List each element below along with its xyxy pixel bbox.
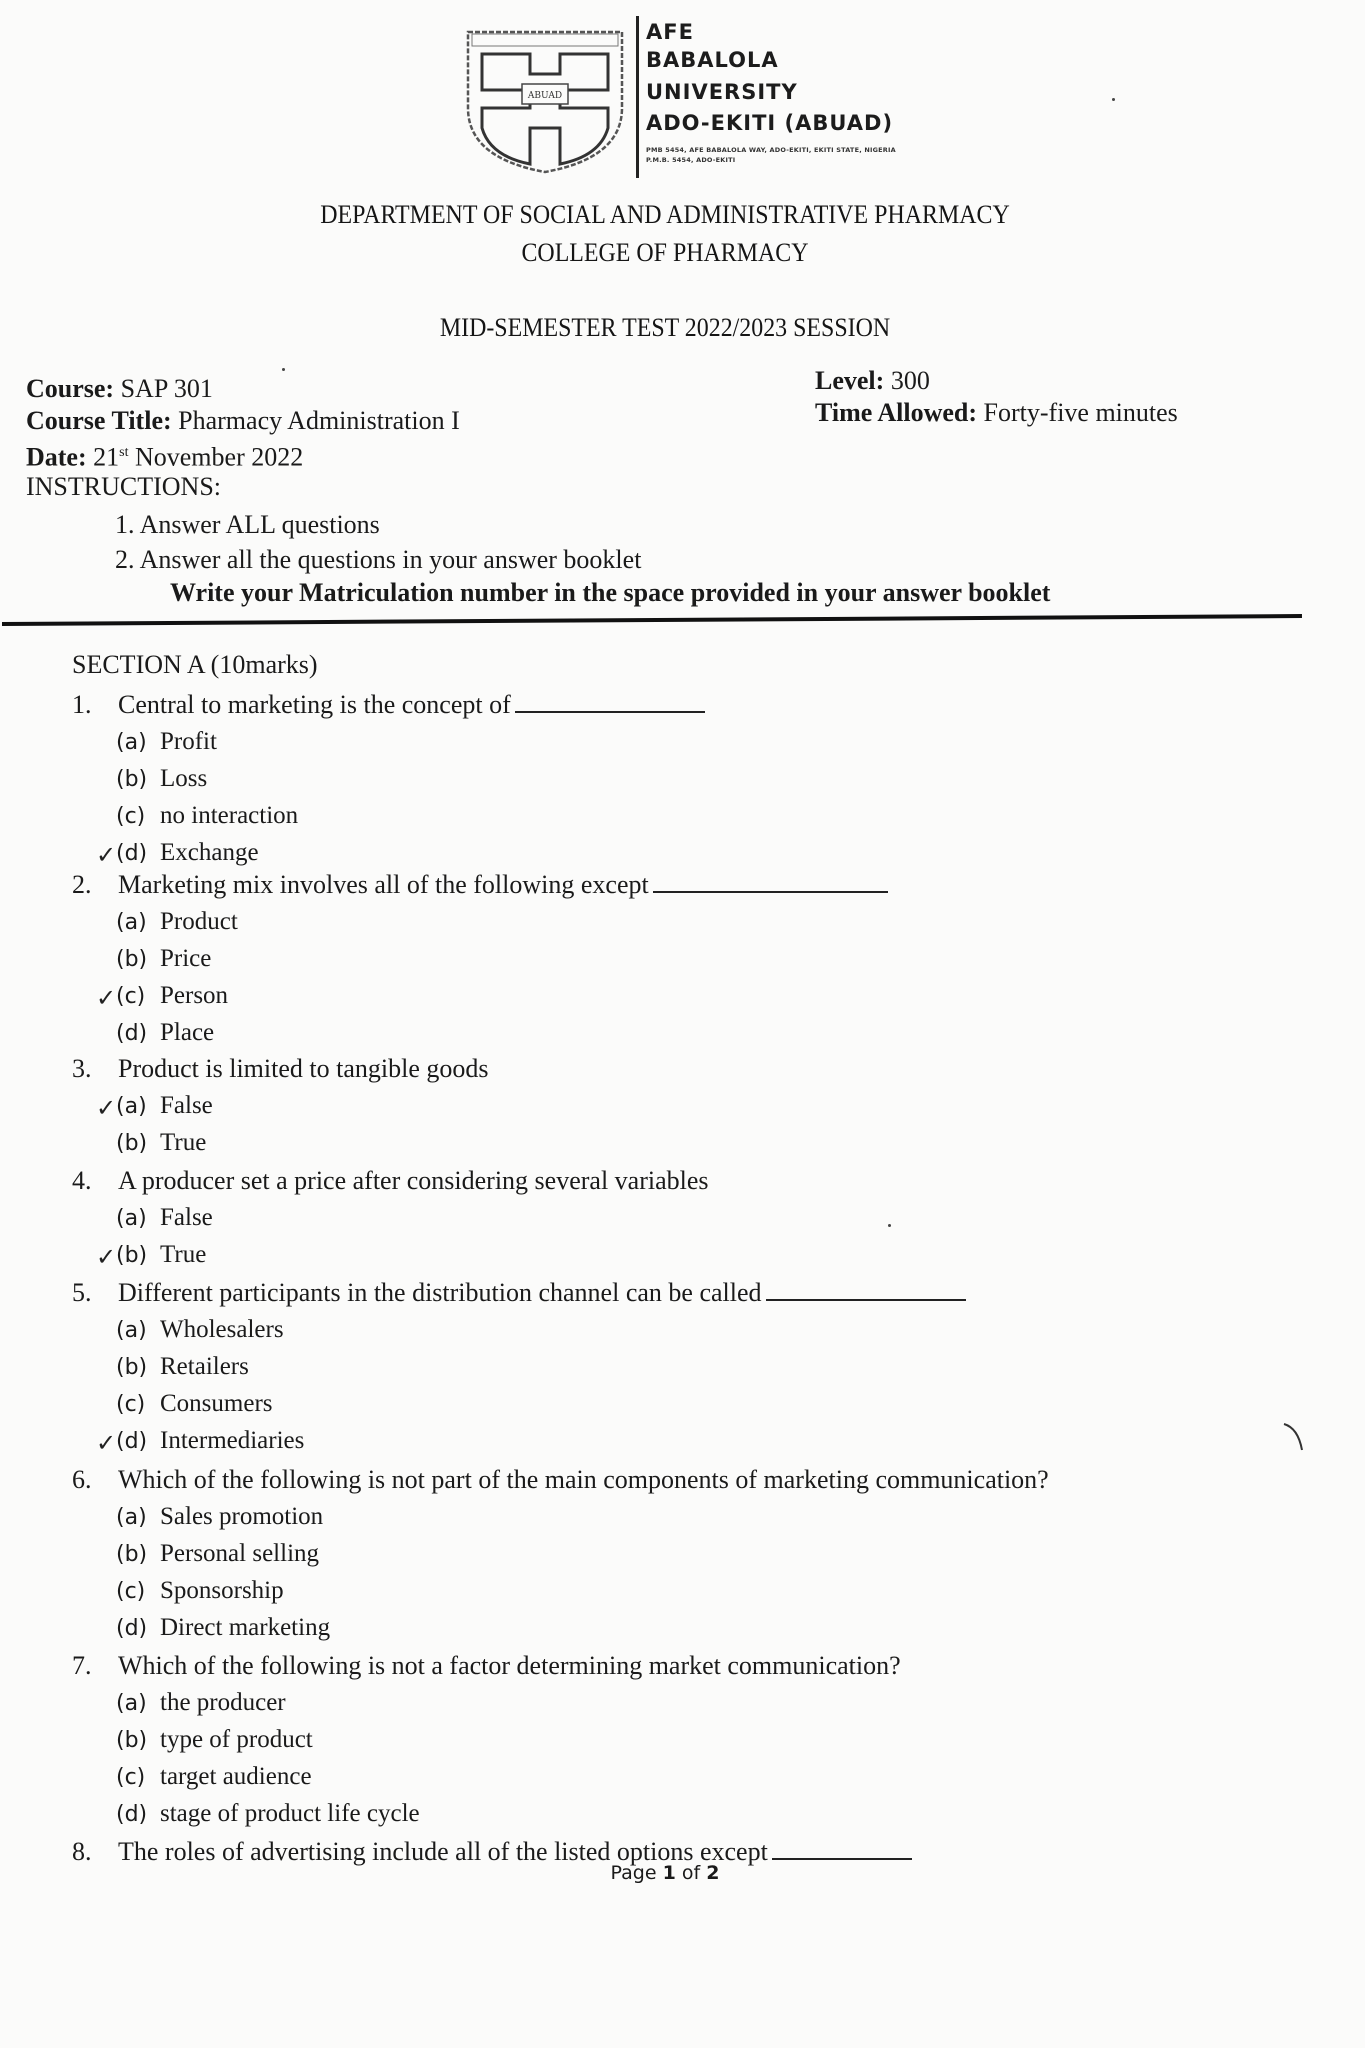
question-text: Which of the following is not part of the main components of marketing communication?: [118, 1465, 1049, 1494]
answer-option: [116, 945, 211, 973]
of-word: of: [681, 1862, 701, 1884]
option-text: False: [160, 1204, 213, 1231]
answer-option: [116, 1503, 323, 1531]
option-label: (b): [116, 1728, 148, 1753]
course-title-value: Pharmacy Administration I: [178, 406, 460, 435]
date-label: Date:: [26, 442, 87, 472]
answer-option: [116, 728, 217, 756]
option-text: Sponsorship: [160, 1577, 284, 1604]
option-label: (b): [116, 767, 148, 792]
answer-blank: [772, 1856, 912, 1860]
question-text: Marketing mix involves all of the following except: [118, 870, 649, 899]
scan-speck: [888, 1224, 891, 1227]
option-label: (a): [116, 1206, 147, 1231]
question: [72, 1465, 1049, 1495]
question: [72, 1054, 488, 1084]
option-label: (d): [116, 841, 148, 866]
option-text: True: [160, 1129, 207, 1156]
university-address: P.M.B. 5454, ADO-EKITI: [646, 156, 736, 164]
answer-option: [116, 1614, 330, 1642]
question: [72, 1166, 709, 1196]
course-code: [26, 373, 460, 405]
scan-speck: [1112, 98, 1115, 101]
option-text: Product: [160, 908, 238, 935]
option-text: Wholesalers: [160, 1316, 284, 1343]
question: [72, 870, 888, 900]
option-label: (a): [116, 1318, 147, 1343]
option-text: True: [160, 1241, 207, 1268]
option-text: Consumers: [160, 1390, 273, 1417]
option-label: (d): [116, 1021, 148, 1046]
option-text: target audience: [160, 1763, 312, 1790]
instruction-note: Write your Matriculation number in the space provided in your answer booklet: [170, 578, 1051, 607]
answer-option: [116, 1577, 284, 1605]
question-number: 4.: [72, 1166, 92, 1195]
option-label: (b): [116, 1355, 148, 1380]
question-number: 5.: [72, 1278, 92, 1307]
option-text: type of product: [160, 1726, 313, 1753]
option-text: Person: [160, 982, 229, 1009]
exam-date: [26, 437, 460, 474]
answer-option: [96, 1427, 305, 1457]
question-text: Central to marketing is the concept of: [118, 690, 511, 719]
answer-blank: [766, 1297, 966, 1301]
university-name-line: BABALOLA: [646, 48, 779, 72]
answer-option: [116, 1540, 319, 1568]
department-title: DEPARTMENT OF SOCIAL AND ADMINISTRATIVE PHARMACY: [320, 200, 1010, 229]
question-number: 2.: [72, 870, 92, 899]
option-label: (d): [116, 1802, 148, 1827]
question-text: Different participants in the distribution channel can be called: [118, 1278, 762, 1307]
question-number: 8.: [72, 1837, 92, 1866]
option-text: stage of product life cycle: [160, 1800, 420, 1827]
course-value: SAP 301: [120, 374, 213, 403]
university-name-line: ADO-EKITI (ABUAD): [646, 111, 894, 135]
option-text: Price: [160, 945, 212, 972]
option-label: (b): [116, 1131, 148, 1156]
question: [72, 1278, 966, 1308]
option-label: (d): [116, 1616, 148, 1641]
answer-option: [116, 1129, 206, 1157]
option-text: the producer: [160, 1689, 286, 1716]
date-day: 21: [93, 442, 120, 472]
page-total: 2: [706, 1862, 720, 1884]
check-mark-icon: ✓: [96, 841, 117, 869]
level: [815, 365, 1178, 397]
answer-option: [116, 1689, 286, 1717]
option-label: (d): [116, 1429, 148, 1454]
check-mark-icon: ✓: [96, 1094, 117, 1122]
option-label: (b): [116, 1542, 148, 1567]
question-text: The roles of advertising include all of the listed options except: [118, 1837, 768, 1866]
answer-blank: [515, 709, 705, 713]
question-text: A producer set a price after considering several variables: [118, 1166, 709, 1195]
time-allowed: [815, 397, 1178, 429]
option-text: Retailers: [160, 1353, 249, 1380]
instruction-item: 2. Answer all the questions in your answer booklet: [115, 545, 642, 574]
option-text: Exchange: [160, 839, 259, 866]
university-name-line: AFE: [646, 20, 694, 44]
test-title: MID-SEMESTER TEST 2022/2023 SESSION: [439, 313, 891, 342]
option-text: Intermediaries: [160, 1427, 305, 1454]
page-current: 1: [662, 1862, 676, 1884]
answer-option: [116, 1204, 213, 1232]
answer-option: [116, 1726, 313, 1754]
option-label: (a): [116, 1094, 147, 1119]
course-meta-right: [815, 365, 1178, 429]
date-suffix: st: [119, 445, 129, 460]
option-label: (b): [116, 947, 148, 972]
option-text: Place: [160, 1019, 215, 1046]
answer-option: [116, 1390, 273, 1418]
option-text: Sales promotion: [160, 1503, 324, 1530]
option-text: Direct marketing: [160, 1614, 331, 1641]
answer-option: [96, 1241, 207, 1271]
letterhead-divider: [636, 16, 639, 178]
check-mark-icon: ✓: [96, 984, 117, 1012]
course-title: [26, 405, 460, 437]
college-title: COLLEGE OF PHARMACY: [521, 238, 809, 267]
horizontal-divider: [2, 614, 1302, 626]
pen-mark-icon: [1280, 1420, 1310, 1456]
option-text: Loss: [160, 765, 208, 792]
answer-option: [116, 802, 298, 830]
page-word: Page: [610, 1862, 657, 1884]
question: [72, 690, 705, 720]
date-rest: November 2022: [134, 442, 304, 472]
course-title-label: Course Title:: [26, 406, 172, 435]
scan-speck: [282, 368, 285, 371]
option-label: (a): [116, 1505, 147, 1530]
university-address: PMB 5454, AFE BABALOLA WAY, ADO-EKITI, EKITI STATE, NIGERIA: [646, 146, 896, 154]
course-meta-left: [26, 373, 460, 474]
question-number: 6.: [72, 1465, 92, 1494]
option-label: (c): [116, 1765, 146, 1790]
answer-option: [116, 1353, 249, 1381]
instruction-item: 1. Answer ALL questions: [115, 510, 380, 539]
university-name-line: UNIVERSITY: [646, 80, 798, 104]
time-value: Forty-five minutes: [983, 398, 1178, 427]
check-mark-icon: ✓: [96, 1429, 117, 1457]
answer-option: [96, 839, 259, 869]
answer-option: [116, 908, 238, 936]
option-label: (c): [116, 984, 146, 1009]
answer-option: [96, 982, 229, 1012]
level-label: Level:: [815, 366, 885, 395]
option-label: (c): [116, 804, 146, 829]
instructions-heading: INSTRUCTIONS:: [26, 472, 222, 501]
section-heading: SECTION A (10marks): [72, 650, 318, 679]
question-number: 3.: [72, 1054, 92, 1083]
option-text: Profit: [160, 728, 217, 755]
answer-option: [116, 1019, 214, 1047]
question-number: 1.: [72, 690, 92, 719]
answer-option: [96, 1092, 213, 1122]
answer-option: [116, 1763, 312, 1791]
option-text: Personal selling: [160, 1540, 320, 1567]
option-label: (a): [116, 1691, 147, 1716]
answer-option: [116, 765, 207, 793]
option-label: (c): [116, 1392, 146, 1417]
question: [72, 1651, 901, 1681]
time-label: Time Allowed:: [815, 398, 978, 427]
option-label: (a): [116, 730, 147, 755]
option-label: (b): [116, 1243, 148, 1268]
check-mark-icon: ✓: [96, 1243, 117, 1271]
question-text: Product is limited to tangible goods: [118, 1054, 489, 1083]
page-footer: [0, 1862, 1330, 1884]
course-label: Course:: [26, 374, 115, 403]
university-crest-logo: [460, 18, 630, 176]
answer-blank: [653, 889, 888, 893]
crest-text: ABUAD: [527, 91, 563, 101]
option-text: no interaction: [160, 802, 299, 829]
question-number: 7.: [72, 1651, 92, 1680]
option-text: False: [160, 1092, 213, 1119]
level-value: 300: [890, 366, 930, 395]
answer-option: [116, 1316, 284, 1344]
option-label: (a): [116, 910, 147, 935]
question-text: Which of the following is not a factor determining market communication?: [118, 1651, 901, 1680]
answer-option: [116, 1800, 420, 1828]
option-label: (c): [116, 1579, 146, 1604]
